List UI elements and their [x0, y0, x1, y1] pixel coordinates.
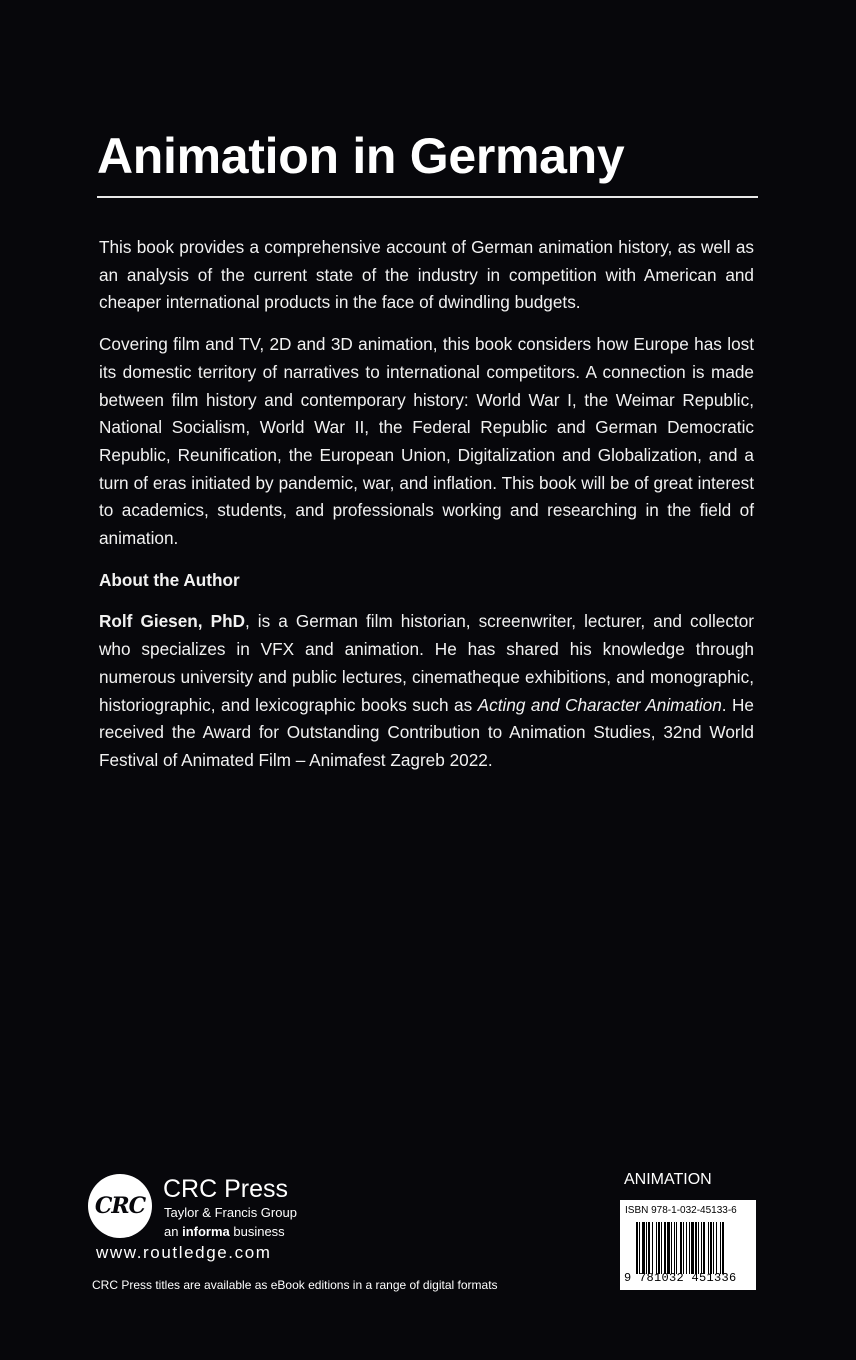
isbn-label: ISBN 978-1-032-45133-6	[625, 1205, 737, 1216]
description-paragraph-2: Covering film and TV, 2D and 3D animation, this book considers how Europe has lost its domestic territory of narratives to international competitors. A connection is made between film history and contemporary history: World War I, the Weimar Republic, National Socialism, World War II, the Federal Republic and German Democratic Republic, Reunification, the European Union, Digitalization and Globalization, and a turn of eras initiated by pandemic, war, and inflation. This book will be of great interest to academics, students, and professionals working and researching in the field of animation.	[99, 334, 754, 549]
crc-logo-text: CRC	[94, 1193, 146, 1219]
author-bio-part-1: , is a German film historian, screenwriter, lecturer, and collector who specializes in VFX and animation. He has shared his knowledge through numerous university and public lectures, cinematheque exhibitions, and monographic, historiographic, and lexicographic books such as	[99, 611, 754, 715]
back-cover-text	[99, 234, 754, 789]
publisher-website: www.routledge.com	[96, 1243, 272, 1262]
crc-logo	[88, 1174, 152, 1238]
author-name: Rolf Giesen, PhD	[99, 611, 245, 632]
description-paragraph-1: This book provides a comprehensive account of German animation history, as well as an analysis of the current state of the industry in competition with American and cheaper international products in the face of dwindling budgets.	[99, 237, 754, 313]
author-bio	[99, 608, 754, 774]
about-author-heading: About the Author	[99, 569, 240, 590]
subject-category: ANIMATION	[624, 1171, 712, 1188]
barcode-box	[620, 1200, 756, 1290]
referenced-book-title: Acting and Character Animation	[477, 694, 722, 715]
author-bio-part-2: . He received the Award for Outstanding Contribution to Animation Studies, 32nd World Festival of Animated Film – Animafest Zagreb 2022.	[99, 694, 754, 770]
ebook-note: CRC Press titles are available as eBook editions in a range of digital formats	[92, 1278, 498, 1292]
book-title: Animation in Germany	[97, 128, 625, 184]
informa-tagline: an informa business	[164, 1224, 285, 1239]
title-divider	[97, 196, 758, 198]
publisher-name: CRC Press	[163, 1175, 289, 1203]
publisher-group: Taylor & Francis Group	[164, 1205, 297, 1220]
barcode-digits: 9 781032 451336	[624, 1271, 737, 1285]
barcode-icon	[636, 1222, 750, 1274]
